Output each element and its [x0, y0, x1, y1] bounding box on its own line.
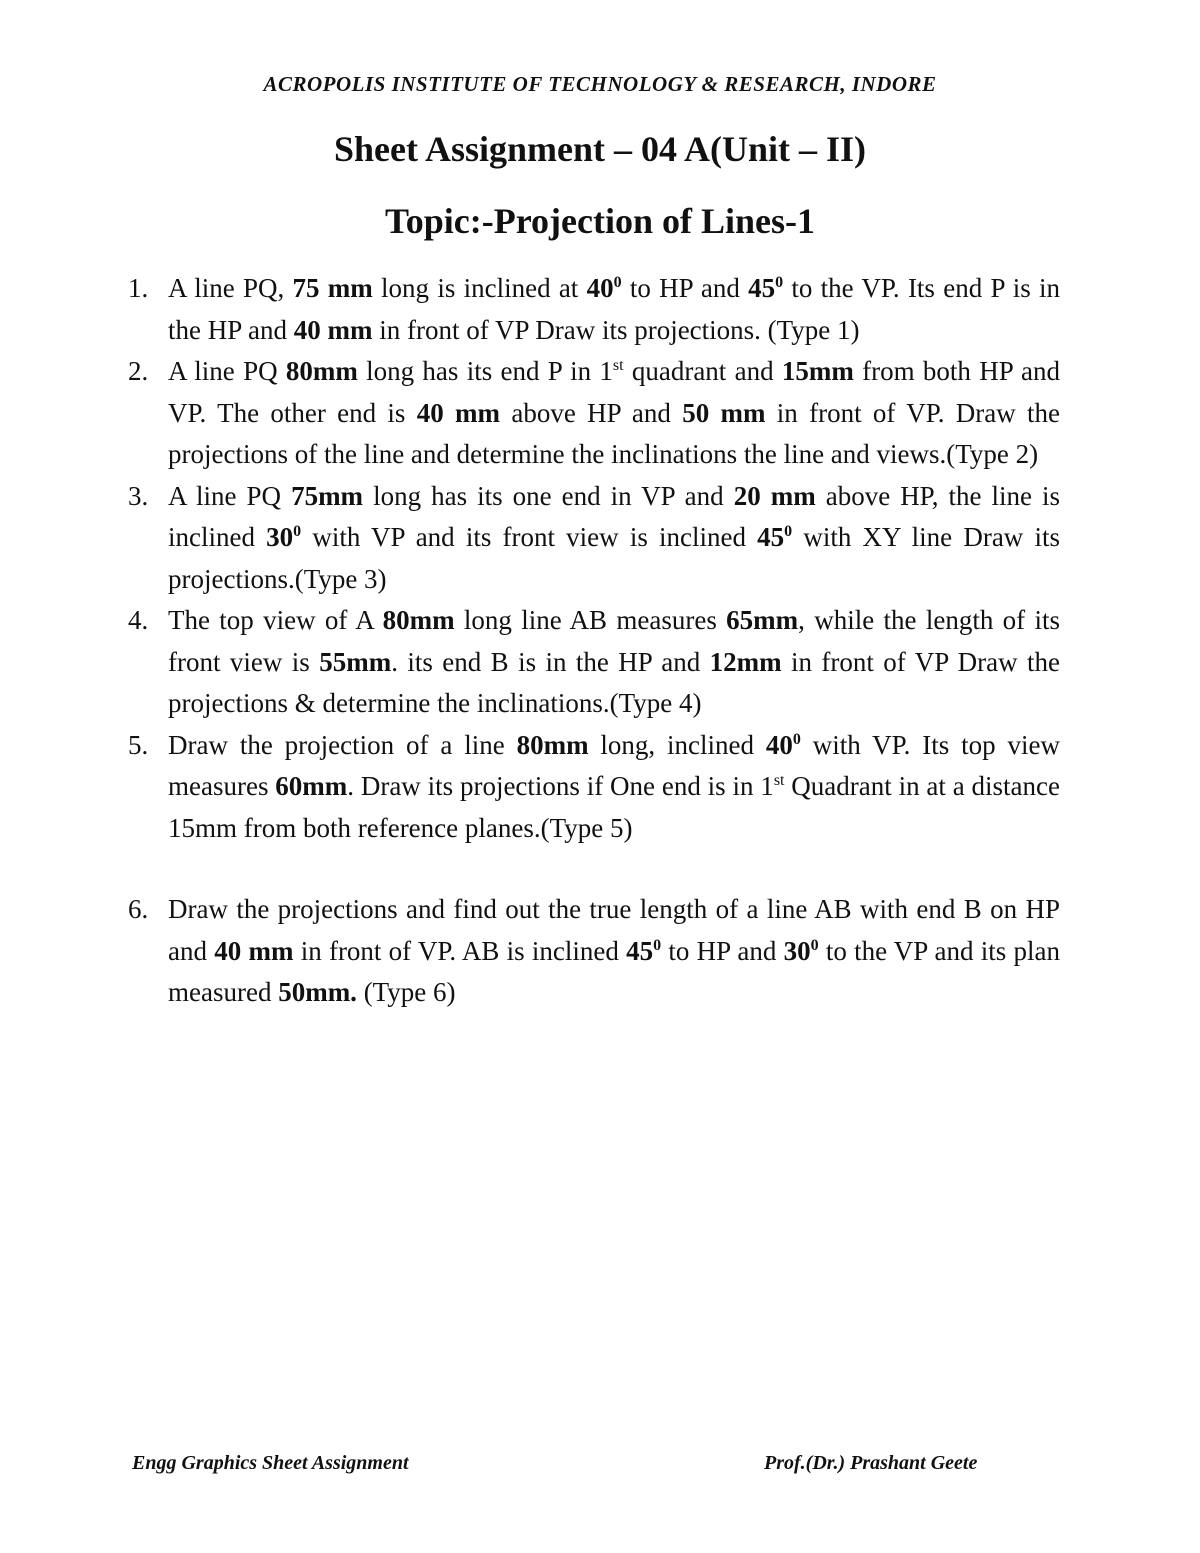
bold-value: 20 mm: [733, 480, 816, 511]
question-text: long is inclined at: [372, 273, 587, 303]
superscript-bold: 0: [775, 274, 784, 291]
superscript-bold: 0: [613, 274, 622, 291]
question-text: in front of VP. AB is inclined: [293, 935, 627, 966]
question-text: above HP and: [500, 397, 683, 428]
superscript-text: [293, 523, 301, 540]
sheet-title: Sheet Assignment – 04 A(Unit – II): [333, 129, 867, 169]
question-text: A line PQ,: [168, 273, 293, 303]
question-number: 4.: [128, 605, 149, 635]
bold-value: 80mm: [382, 605, 455, 635]
question-item: [128, 268, 1060, 351]
bold-value: 60mm: [275, 771, 348, 801]
superscript-text: [775, 274, 783, 291]
bold-value: 40: [765, 729, 793, 760]
question-text: long line AB measures: [454, 605, 727, 635]
question-text: . Draw its projections if One end is in 1: [347, 771, 774, 801]
question-text: with VP and its front view is inclined: [301, 522, 758, 552]
question-number: 5.: [128, 729, 149, 760]
question-text: from both HP and VP. The other end is: [168, 356, 1060, 428]
question-text: with XY line Draw its projections.(Type 3): [168, 522, 1060, 594]
superscript-text: [653, 937, 661, 954]
question-text: in front of VP Draw its projections. (Type 1): [372, 314, 860, 345]
question-text: . its end B is in the HP and: [391, 646, 710, 677]
question-text: to the VP. Its end P is in the HP and: [168, 273, 1060, 345]
superscript-text: [614, 274, 622, 291]
question-number: 1.: [128, 273, 149, 303]
bold-value: 40 mm: [214, 935, 294, 966]
superscript-bold: 0: [784, 523, 793, 540]
question-text: (Type 6): [356, 977, 456, 1007]
superscript-text: [811, 937, 819, 954]
bold-value: 45: [626, 935, 654, 966]
superscript-text: [784, 523, 792, 540]
superscript-bold: 0: [653, 936, 662, 954]
bold-value: 55mm: [319, 646, 392, 677]
question-text: above HP, the line is inclined: [168, 480, 1060, 552]
question-text: quadrant and: [623, 356, 782, 386]
question-text: Quadrant in at a distance 15mm from both reference planes.(Type 5): [168, 771, 1060, 843]
question-text: Draw the projection of a line: [168, 729, 517, 760]
question-text: in front of VP. Draw the projections of the line and determine the inclinations the line and views.(Type 2): [168, 397, 1061, 469]
question-text: to the VP and its plan measured: [168, 935, 1061, 1007]
question-item: [128, 889, 1061, 1014]
question-number: 6.: [128, 894, 149, 924]
question-text: A line PQ: [168, 480, 292, 511]
bold-value: 75mm: [291, 480, 364, 511]
superscript-bold: 0: [792, 730, 801, 748]
question-text: long, inclined: [588, 729, 766, 760]
bold-value: 45: [748, 273, 776, 303]
question-text: The top view of A: [168, 605, 383, 635]
topic-heading: Topic:-Projection of Lines-1: [385, 201, 815, 241]
bold-value: 50mm.: [278, 977, 357, 1007]
question-text: in front of VP Draw the projections & determine the inclinations.(Type 4): [168, 646, 1060, 718]
question-text: to HP and: [621, 273, 749, 303]
superscript-text: st: [612, 357, 624, 374]
question-item: [128, 600, 1060, 725]
footer-course: Engg Graphics Sheet Assignment: [132, 1452, 409, 1474]
bold-value: 40 mm: [416, 397, 501, 428]
superscript-bold: 0: [293, 523, 302, 540]
bold-value: 80mm: [285, 356, 358, 386]
question-text: A line PQ: [168, 356, 286, 386]
question-text: long has its end P in 1: [357, 356, 613, 386]
bold-value: 50 mm: [682, 397, 766, 428]
superscript-text: [793, 731, 801, 748]
question-text: to HP and: [661, 935, 784, 966]
superscript-text: st: [773, 772, 785, 789]
institute-header: ACROPOLIS INSTITUTE OF TECHNOLOGY & RESEARCH, INDORE: [263, 72, 937, 96]
bold-value: 65mm: [726, 605, 799, 635]
bold-value: 80mm: [516, 729, 589, 760]
bold-value: 40: [586, 273, 614, 303]
question-item: [128, 351, 1061, 476]
superscript-bold: 0: [810, 936, 819, 954]
bold-value: 45: [757, 522, 785, 552]
question-item: [128, 725, 1060, 850]
question-number: 2.: [128, 356, 149, 386]
bold-value: 30: [783, 935, 811, 966]
bold-value: 12mm: [709, 646, 782, 677]
question-text: long has its one end in VP and: [363, 480, 734, 511]
question-text: Draw the projections and find out the true length of a line AB with end B on HP and: [168, 894, 1060, 966]
question-number: 3.: [128, 480, 149, 511]
question-list: [128, 268, 1061, 1014]
question-text: with VP. Its top view measures: [168, 729, 1060, 801]
bold-value: 40 mm: [293, 314, 373, 345]
question-text: , while the length of its front view is: [168, 605, 1060, 677]
question-item: [128, 476, 1060, 601]
bold-value: 30: [266, 522, 294, 552]
bold-value: 75 mm: [292, 273, 373, 303]
bold-value: 15mm: [781, 356, 854, 386]
footer-author: Prof.(Dr.) Prashant Geete: [764, 1452, 978, 1474]
